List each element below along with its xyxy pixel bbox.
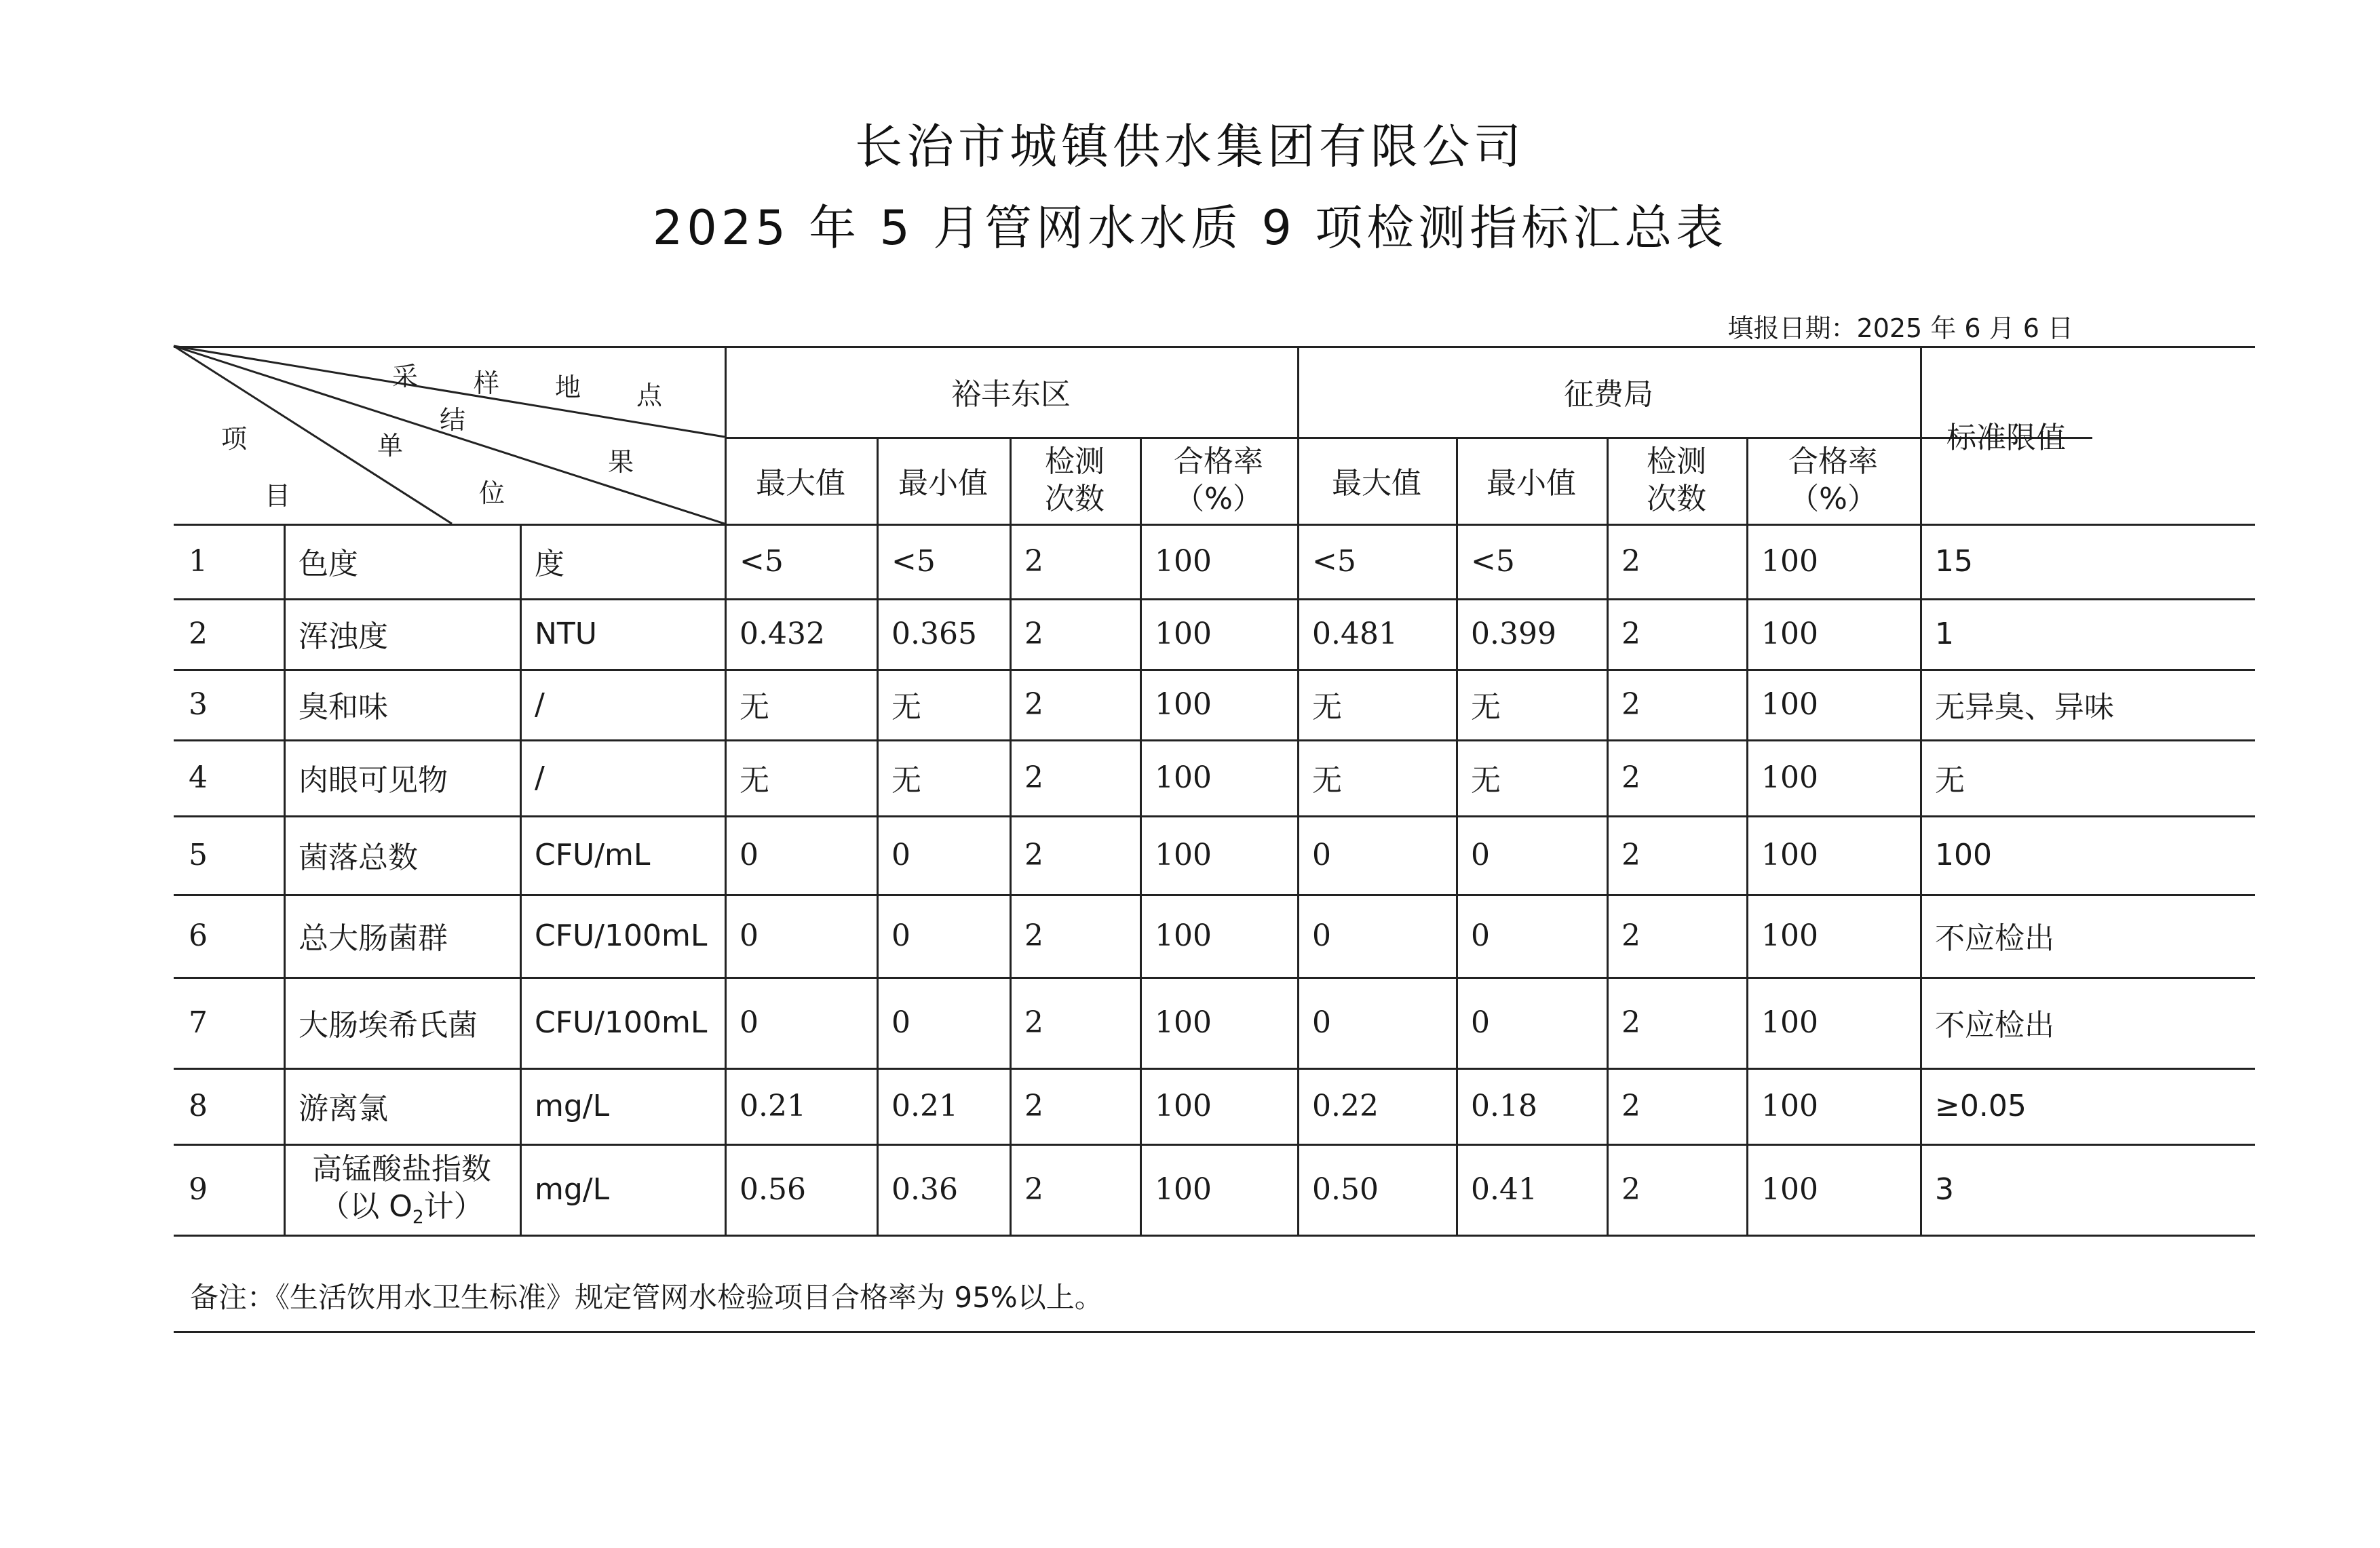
- zhengfei-rate: 100: [1761, 1005, 1818, 1040]
- sub-header-min-0: 最小值: [898, 466, 988, 501]
- water-quality-table: [174, 346, 2255, 1241]
- zhengfei-rate: 100: [1761, 918, 1818, 953]
- zhengfei-rate: 100: [1761, 686, 1818, 722]
- yufeng-count: 2: [1024, 543, 1043, 579]
- zhengfei-count: 2: [1621, 1172, 1640, 1207]
- yufeng-rate: 100: [1155, 686, 1212, 722]
- standard-limit: 15: [1935, 543, 1973, 579]
- zhengfei-min: 0: [1471, 918, 1490, 953]
- row-number: 7: [189, 1005, 208, 1040]
- standard-limit-header: 标准限值: [1946, 421, 2066, 455]
- zhengfei-max: 无: [1312, 690, 1342, 724]
- zhengfei-min: 0.18: [1471, 1088, 1537, 1123]
- footnote: 备注：《生活饮用水卫生标准》规定管网水检验项目合格率为 95%以上。: [190, 1281, 1103, 1314]
- zhengfei-max: 无: [1312, 763, 1342, 798]
- sub-header-count-1: [1607, 437, 1746, 524]
- zhengfei-count: 2: [1621, 837, 1640, 872]
- zhengfei-count: 2: [1621, 1005, 1640, 1040]
- standard-limit: 不应检出: [1935, 1008, 2054, 1043]
- document-subtitle: 2025 年 5 月管网水水质 9 项检测指标汇总表: [652, 200, 1728, 256]
- item-name: 总大肠菌群: [299, 921, 448, 956]
- yufeng-count: 2: [1024, 686, 1043, 722]
- yufeng-min: 0.21: [891, 1088, 958, 1123]
- row-number: 4: [189, 760, 208, 795]
- sub-header-max-1: 最大值: [1332, 466, 1421, 501]
- yufeng-min: 0: [891, 837, 910, 872]
- zhengfei-min: 无: [1471, 690, 1501, 724]
- sub-header-rate-line1: 合格率: [1788, 444, 1878, 479]
- document-title: 长治市城镇供水集团有限公司: [855, 119, 1525, 174]
- yufeng-min: 0: [891, 918, 910, 953]
- yufeng-rate: 100: [1155, 760, 1212, 795]
- item-name-line2: [320, 1188, 483, 1228]
- standard-limit: 不应检出: [1935, 921, 2054, 956]
- item-name: 肉眼可见物: [299, 763, 448, 798]
- yufeng-count: 2: [1024, 1005, 1043, 1040]
- item-name: 色度: [299, 547, 358, 581]
- row-number: 8: [189, 1088, 208, 1123]
- zhengfei-max: 0: [1312, 1005, 1331, 1040]
- zhengfei-min: 0: [1471, 837, 1490, 872]
- corner-word-mu: 目: [265, 481, 291, 511]
- yufeng-max: 0.21: [740, 1088, 806, 1123]
- sub-header-count-0: [1010, 437, 1140, 524]
- item-name-line1: 高锰酸盐指数: [312, 1151, 491, 1186]
- standard-limit: 100: [1935, 837, 1992, 872]
- zhengfei-max: 0.22: [1312, 1088, 1379, 1123]
- unit: mg/L: [535, 1088, 610, 1123]
- zhengfei-min: 无: [1471, 763, 1501, 798]
- yufeng-max: 0.432: [740, 616, 825, 651]
- zhengfei-rate: 100: [1761, 616, 1818, 651]
- corner-word-yang: 样: [474, 368, 500, 398]
- zhengfei-rate: 100: [1761, 1172, 1818, 1207]
- unit: CFU/100mL: [535, 918, 708, 953]
- zhengfei-count: 2: [1621, 543, 1640, 579]
- corner-word-jie: 结: [440, 405, 466, 435]
- yufeng-min: <5: [891, 543, 936, 579]
- row-line-9: [174, 1235, 2255, 1237]
- sub-header-rate-1: [1746, 437, 1920, 524]
- standard-limit: 无: [1935, 763, 1965, 798]
- yufeng-min: 0.36: [891, 1172, 958, 1207]
- unit: /: [535, 686, 545, 722]
- yufeng-count: 2: [1024, 760, 1043, 795]
- group-header-yufeng: 裕丰东区: [951, 377, 1071, 412]
- yufeng-rate: 100: [1155, 918, 1212, 953]
- sub-header-count-line2: 次数: [1045, 482, 1105, 516]
- corner-word-di: 地: [555, 372, 581, 402]
- yufeng-count: 2: [1024, 837, 1043, 872]
- corner-word-dian: 点: [636, 381, 663, 410]
- zhengfei-count: 2: [1621, 760, 1640, 795]
- zhengfei-min: 0.41: [1471, 1172, 1537, 1207]
- item-note-suffix: 计）: [423, 1188, 484, 1224]
- zhengfei-min: 0.399: [1471, 616, 1556, 651]
- sub-header-rate-line2: （%）: [1789, 482, 1877, 516]
- sub-header-count-line1: 检测: [1647, 444, 1706, 479]
- zhengfei-count: 2: [1621, 1088, 1640, 1123]
- standard-limit: 1: [1935, 616, 1954, 651]
- zhengfei-max: <5: [1312, 543, 1356, 579]
- yufeng-min: 无: [891, 690, 921, 724]
- yufeng-max: <5: [740, 543, 784, 579]
- zhengfei-count: 2: [1621, 616, 1640, 651]
- corner-word-wei: 位: [479, 478, 505, 508]
- zhengfei-max: 0: [1312, 837, 1331, 872]
- row-number: 9: [189, 1172, 208, 1207]
- yufeng-count: 2: [1024, 1172, 1043, 1207]
- corner-word-cai: 采: [392, 362, 419, 391]
- yufeng-max: 无: [740, 690, 769, 724]
- sub-header-max-0: 最大值: [756, 466, 845, 501]
- unit: 度: [535, 547, 564, 581]
- row-number: 6: [189, 918, 208, 953]
- yufeng-min: 0: [891, 1005, 910, 1040]
- item-name: 大肠埃希氏菌: [299, 1008, 478, 1043]
- yufeng-rate: 100: [1155, 837, 1212, 872]
- unit: /: [535, 760, 545, 795]
- zhengfei-max: 0.481: [1312, 616, 1398, 651]
- yufeng-count: 2: [1024, 918, 1043, 953]
- yufeng-rate: 100: [1155, 1005, 1212, 1040]
- corner-word-dan: 单: [377, 431, 404, 461]
- item-name: 臭和味: [299, 690, 388, 724]
- yufeng-max: 0: [740, 1005, 759, 1040]
- yufeng-rate: 100: [1155, 543, 1212, 579]
- sub-header-count-line1: 检测: [1045, 444, 1105, 479]
- item-name: 浑浊度: [299, 619, 388, 654]
- zhengfei-max: 0.50: [1312, 1172, 1379, 1207]
- zhengfei-min: <5: [1471, 543, 1515, 579]
- yufeng-min: 0.365: [891, 616, 977, 651]
- standard-limit: 无异臭、异味: [1935, 690, 2114, 724]
- item-name: 菌落总数: [299, 840, 418, 875]
- unit: CFU/100mL: [535, 1005, 708, 1040]
- yufeng-rate: 100: [1155, 616, 1212, 651]
- zhengfei-rate: 100: [1761, 1088, 1818, 1123]
- item-note-subscript: 2: [412, 1206, 424, 1228]
- yufeng-count: 2: [1024, 616, 1043, 651]
- sub-header-rate-line2: （%）: [1174, 482, 1263, 516]
- zhengfei-min: 0: [1471, 1005, 1490, 1040]
- yufeng-max: 0: [740, 918, 759, 953]
- zhengfei-count: 2: [1621, 686, 1640, 722]
- zhengfei-rate: 100: [1761, 837, 1818, 872]
- unit: CFU/mL: [535, 837, 651, 872]
- zhengfei-rate: 100: [1761, 543, 1818, 579]
- fill-date: 填报日期：2025 年 6 月 6 日: [1727, 313, 2073, 343]
- row-number: 1: [189, 543, 208, 579]
- yufeng-max: 0: [740, 837, 759, 872]
- unit: NTU: [535, 616, 597, 651]
- item-name: [284, 1144, 520, 1235]
- zhengfei-rate: 100: [1761, 760, 1818, 795]
- item-note-prefix: （以 O: [320, 1188, 412, 1224]
- yufeng-max: 无: [740, 763, 769, 798]
- group-header-zhengfei: 征费局: [1564, 377, 1653, 412]
- yufeng-count: 2: [1024, 1088, 1043, 1123]
- corner-word-guo: 果: [608, 447, 634, 477]
- standard-limit: 3: [1935, 1172, 1954, 1207]
- row-number: 3: [189, 686, 208, 722]
- zhengfei-max: 0: [1312, 918, 1331, 953]
- zhengfei-count: 2: [1621, 918, 1640, 953]
- yufeng-min: 无: [891, 763, 921, 798]
- sub-header-rate-0: [1140, 437, 1297, 524]
- sub-header-min-1: 最小值: [1486, 466, 1576, 501]
- unit: mg/L: [535, 1172, 610, 1207]
- yufeng-rate: 100: [1155, 1088, 1212, 1123]
- standard-limit: ≥0.05: [1935, 1088, 2027, 1123]
- sub-header-rate-line1: 合格率: [1174, 444, 1263, 479]
- footnote-rule: [174, 1331, 2255, 1333]
- item-name: 游离氯: [299, 1091, 388, 1126]
- yufeng-max: 0.56: [740, 1172, 806, 1207]
- yufeng-rate: 100: [1155, 1172, 1212, 1207]
- corner-word-xiang: 项: [221, 424, 248, 454]
- row-number: 2: [189, 616, 208, 651]
- row-number: 5: [189, 837, 208, 872]
- sub-header-count-line2: 次数: [1647, 482, 1706, 516]
